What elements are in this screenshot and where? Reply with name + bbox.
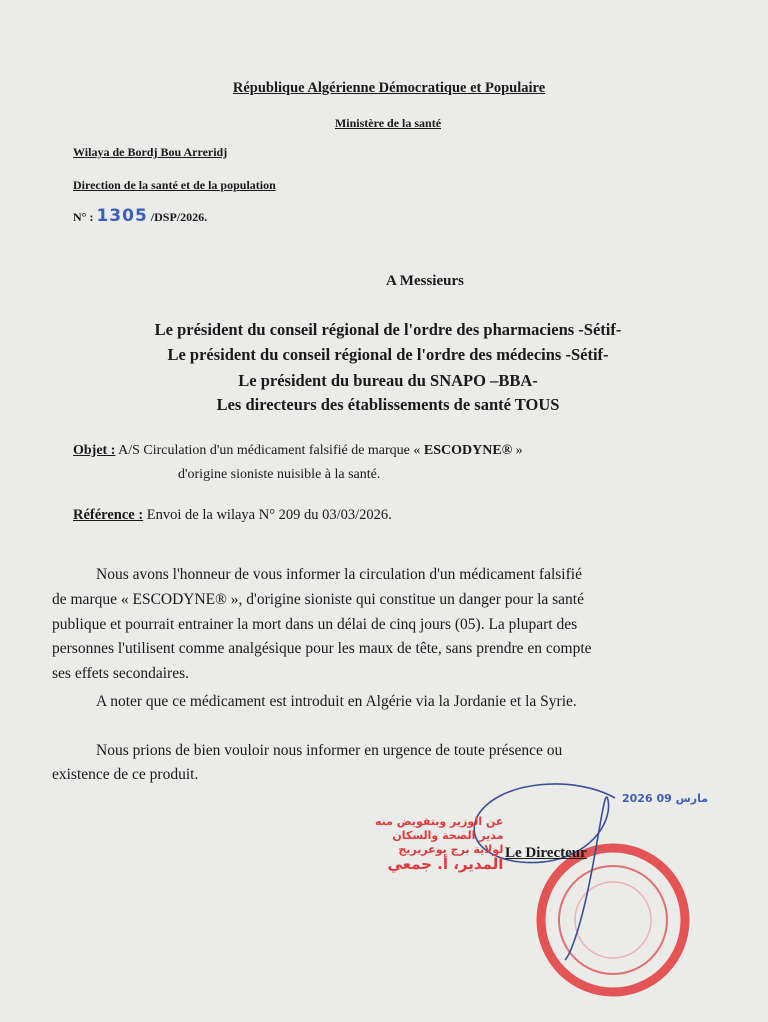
signatory-title: Le Directeur xyxy=(505,845,587,861)
body-line: de marque « ESCODYNE® », d'origine sioniste qui constitue un danger pour la santé xyxy=(52,591,584,608)
stamp-line: عن الوزير وبتفويض منه xyxy=(375,815,504,828)
stamp-text-block xyxy=(375,815,503,871)
stamp-line: المدير، أ. جمعي xyxy=(387,855,504,873)
objet-label: Objet : xyxy=(73,443,116,458)
body-line: existence de ce produit. xyxy=(52,766,199,783)
number-suffix: /DSP/2026. xyxy=(150,210,208,224)
reference-number xyxy=(73,206,207,226)
reference-label: Référence : xyxy=(73,507,144,523)
addressee: Les directeurs des établissements de santé TOUS xyxy=(216,395,560,414)
body-line: Nous prions de bien vouloir nous informer en urgence de toute présence ou xyxy=(96,742,563,759)
handwritten-number: 1305 xyxy=(96,206,148,226)
addressee: Le président du conseil régional de l'ordre des pharmaciens -Sétif- xyxy=(154,320,622,339)
date-stamp: 2026 مارس 09 xyxy=(622,792,709,805)
reference-line xyxy=(73,507,392,524)
reference-text: Envoi de la wilaya N° 209 du 03/03/2026. xyxy=(146,507,392,523)
direction-line: Direction de la santé et de la population xyxy=(73,178,276,192)
stamp-line: مدير الصحة والسكان xyxy=(392,829,504,842)
body-line: publique et pourrait entrainer la mort dans un délai de cinq jours (05). La plupart des xyxy=(52,616,578,633)
objet-text: A/S Circulation d'un médicament falsifié de marque « xyxy=(118,443,424,458)
republic-heading: République Algérienne Démocratique et Populaire xyxy=(232,80,546,96)
body-line: Nous avons l'honneur de vous informer la circulation d'un médicament falsifié xyxy=(96,566,582,583)
addressee: Le président du conseil régional de l'ordre des médecins -Sétif- xyxy=(167,345,609,364)
objet-line xyxy=(73,443,523,459)
salutation: A Messieurs xyxy=(386,273,464,289)
objet-text-end: » xyxy=(512,443,523,458)
body-line: personnes l'utilisent comme analgésique pour les maux de tête, sans prendre en compte xyxy=(52,640,592,657)
wilaya-line: Wilaya de Bordj Bou Arreridj xyxy=(73,145,228,159)
ministry-heading: Ministère de la santé xyxy=(334,116,442,130)
stamp-line: لولاية برج بوعريريج xyxy=(398,843,504,856)
number-label: N° : xyxy=(73,210,94,224)
body-line: ses effets secondaires. xyxy=(52,665,190,682)
objet-line-2: d'origine sioniste nuisible à la santé. xyxy=(178,467,381,482)
official-stamp-seal xyxy=(360,770,768,1020)
body-paragraph-2: A noter que ce médicament est introduit en Algérie via la Jordanie et la Syrie. xyxy=(96,693,577,710)
addressee: Le président du bureau du SNAPO –BBA- xyxy=(238,371,538,390)
brand-name: ESCODYNE® xyxy=(423,443,513,458)
